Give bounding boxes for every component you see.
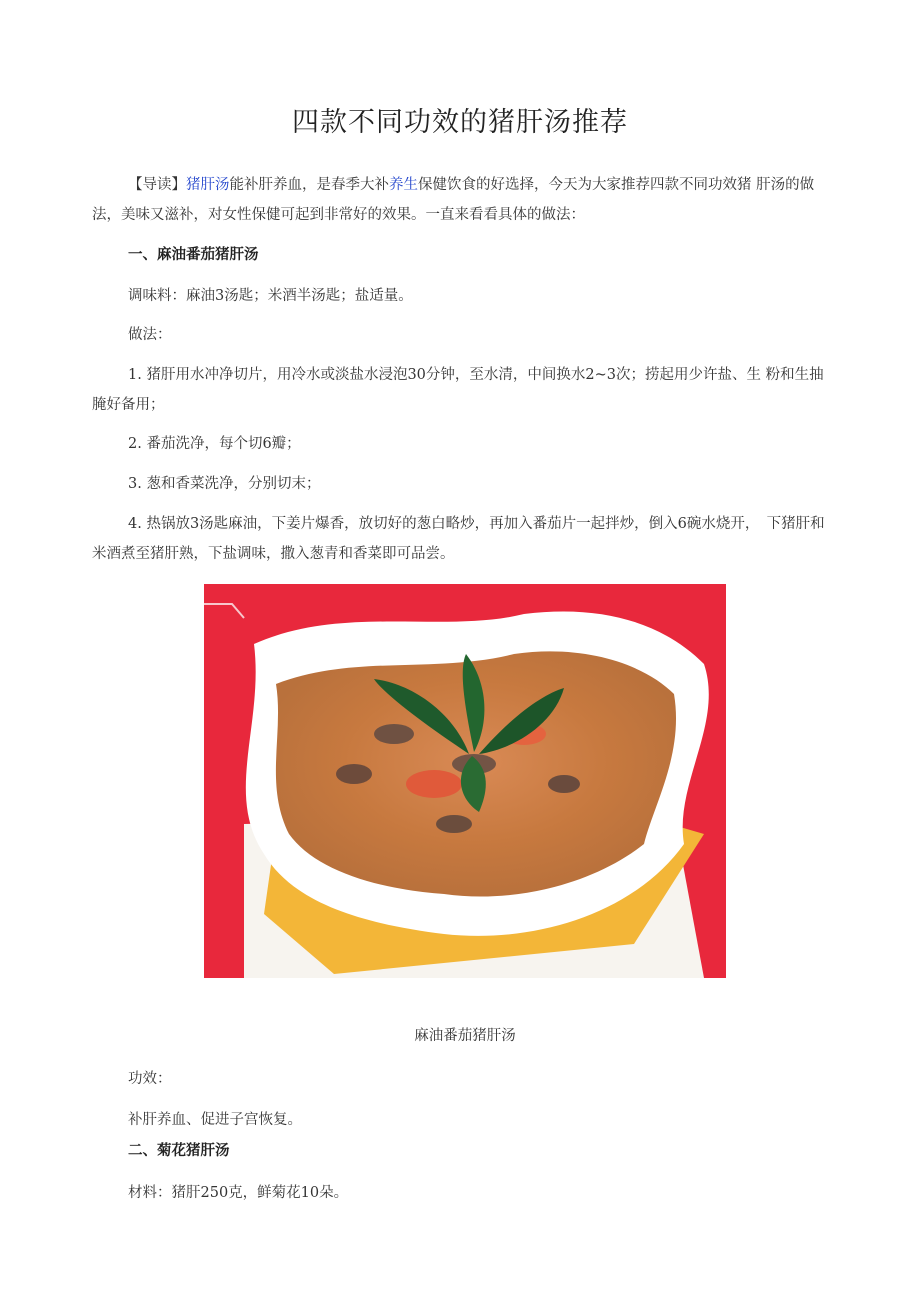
intro-paragraph: 【导读】猪肝汤能补肝养血，是春季大补养生保健饮食的好选择，今天为大家推荐四款不同功效猪 肝汤的做法，美味又滋补，对女性保健可起到非常好的效果。一直来看看具体的做法： bbox=[92, 177, 815, 223]
step-1: 1. 猪肝用水冲净切片，用冷水或淡盐水浸泡30分钟，至水清，中间换水2~3次；捞起用少许盐、生 粉和生抽腌好备用； bbox=[92, 367, 824, 413]
step-4: 4. 热锅放3汤匙麻油，下姜片爆香，放切好的葱白略炒，再加入番茄片一起拌炒，倒入6碗水烧开， 下猪肝和米酒煮至猪肝熟，下盐调味，撒入葱青和香菜即可品尝。 bbox=[92, 516, 825, 562]
ingredients-line: 材料：猪肝250克，鲜菊花10朵。 bbox=[128, 1185, 349, 1201]
link-health[interactable]: 养生 bbox=[389, 177, 418, 193]
link-pork-liver-soup[interactable]: 猪肝汤 bbox=[186, 177, 230, 193]
effect-label: 功效： bbox=[128, 1071, 172, 1087]
seasoning-line: 调味料：麻油3汤匙；米酒半汤匙；盐适量。 bbox=[128, 288, 413, 304]
page-title: 四款不同功效的猪肝汤推荐 bbox=[292, 107, 628, 138]
intro-tag: 【导读】 bbox=[128, 177, 186, 193]
soup-photo bbox=[204, 584, 726, 978]
effect-text: 补肝养血、促进子宫恢复。 bbox=[128, 1112, 302, 1128]
section-heading-2: 二、菊花猪肝汤 bbox=[128, 1142, 230, 1159]
method-label: 做法： bbox=[128, 327, 172, 343]
step-3: 3. 葱和香菜洗净，分别切末； bbox=[128, 476, 321, 492]
step-2: 2. 番茄洗净，每个切6瓣； bbox=[128, 436, 301, 452]
photo-caption: 麻油番茄猪肝汤 bbox=[414, 1028, 516, 1044]
section-heading-1: 一、麻油番茄猪肝汤 bbox=[128, 246, 259, 263]
